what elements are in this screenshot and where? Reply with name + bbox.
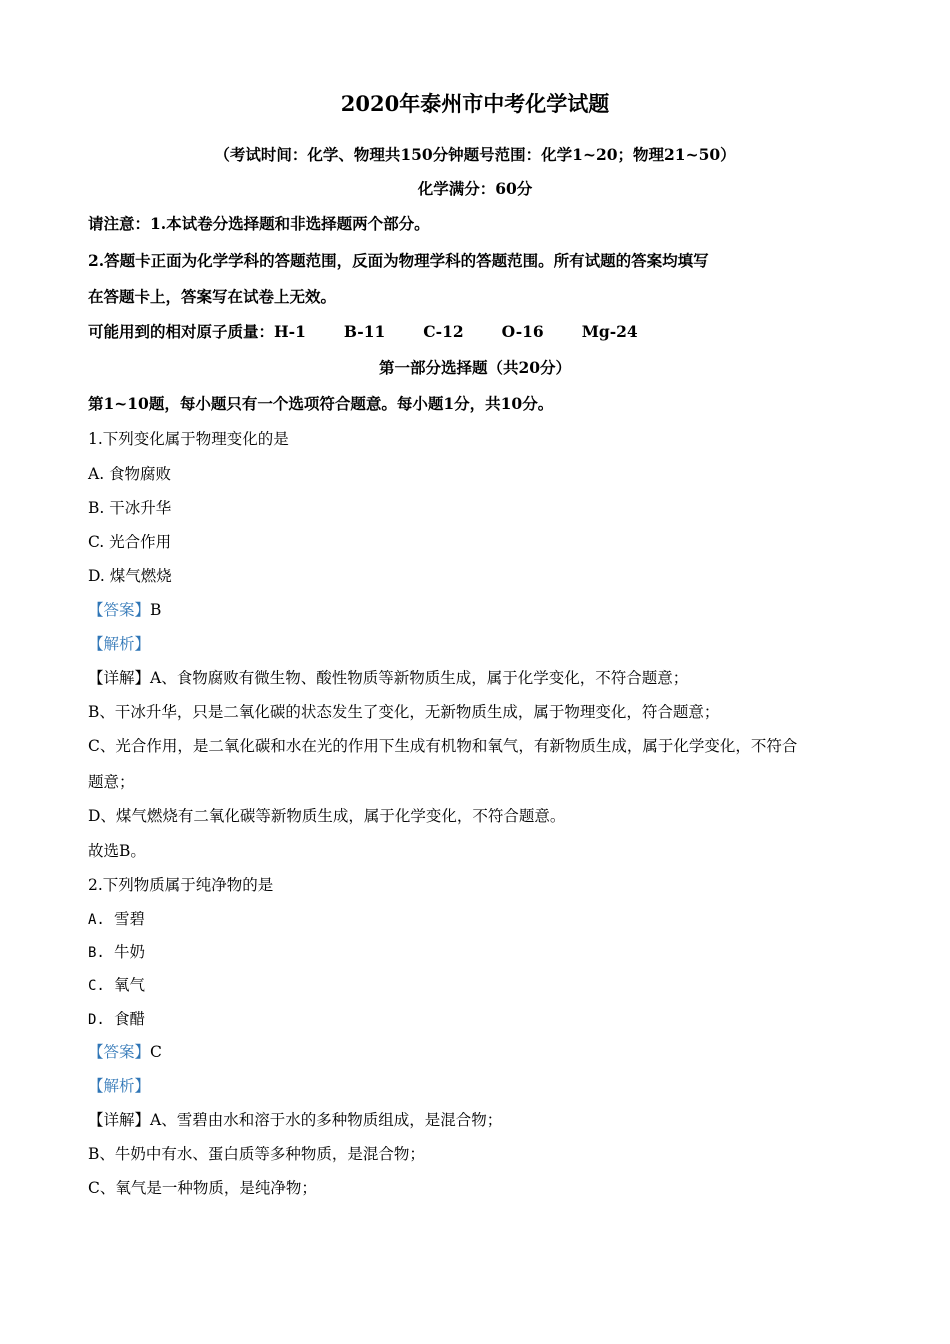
atomic-mass-h: H-1 (274, 322, 306, 341)
answer-value: C (150, 1043, 162, 1061)
option-letter: C. (88, 978, 105, 994)
note-1: 请注意：1.本试卷分选择题和非选择题两个部分。 (88, 214, 430, 233)
question-1-detail-d: D、煤气燃烧有二氧化碳等新物质生成，属于化学变化，不符合题意。 (88, 807, 566, 825)
question-1-detail-c-line-1: C、光合作用，是二氧化碳和水在光的作用下生成有机物和氧气，有新物质生成，属于化学变化，不符合 (88, 737, 798, 755)
option-letter: A. (88, 912, 105, 928)
question-2-option-c (88, 975, 145, 996)
question-2-detail-c: C、氧气是一种物质，是纯净物； (88, 1179, 317, 1197)
atomic-mass-line (88, 322, 676, 342)
detail-text: A、食物腐败有微生物、酸性物质等新物质生成，属于化学变化，不符合题意； (150, 669, 689, 687)
question-2-stem: 2.下列物质属于纯净物的是 (88, 876, 274, 894)
question-2-detail-b: B、牛奶中有水、蛋白质等多种物质，是混合物； (88, 1145, 425, 1163)
option-letter: D. (88, 1012, 105, 1028)
question-2-detail-a (88, 1110, 502, 1130)
question-2-option-d (88, 1009, 145, 1030)
detail-tag: 【详解】 (88, 1111, 151, 1129)
question-1-analysis-tag: 【解析】 (88, 635, 151, 653)
exam-time-info: （考试时间：化学、物理共150分钟题号范围：化学1~20；物理21~50） (214, 145, 736, 164)
section-instruction: 第1~10题，每小题只有一个选项符合题意。每小题1分，共10分。 (88, 394, 554, 413)
full-score-info: 化学满分：60分 (417, 179, 533, 198)
question-1-detail-b: B、干冰升华，只是二氧化碳的状态发生了变化，无新物质生成，属于物理变化，符合题意； (88, 703, 720, 721)
question-1-option-d: D. 煤气燃烧 (88, 567, 172, 585)
option-text: 食醋 (114, 1010, 146, 1028)
note-2-line-2: 在答题卡上，答案写在试卷上无效。 (88, 287, 337, 306)
option-text: 雪碧 (114, 910, 146, 928)
atomic-mass-c: C-12 (423, 322, 464, 341)
document-title: 2020年泰州市中考化学试题 (340, 91, 610, 116)
answer-tag: 【答案】 (88, 1043, 151, 1061)
question-2-option-a (88, 909, 145, 930)
question-1-option-b: B. 干冰升华 (88, 499, 172, 517)
question-2-answer (88, 1042, 162, 1062)
section-title: 第一部分选择题（共20分） (378, 358, 572, 377)
question-1-option-c: C. 光合作用 (88, 533, 172, 551)
option-letter: B. (88, 945, 105, 961)
question-1-answer (88, 600, 161, 620)
question-1-option-a: A. 食物腐败 (88, 465, 172, 483)
question-1-conclusion: 故选B。 (88, 842, 146, 860)
detail-text: A、雪碧由水和溶于水的多种物质组成，是混合物； (150, 1111, 503, 1129)
question-1-detail-a (88, 668, 688, 688)
atomic-mass-b: B-11 (343, 322, 386, 341)
question-2-option-b (88, 942, 145, 963)
question-1-detail-c-line-2: 题意； (88, 773, 135, 791)
question-1-stem: 1.下列变化属于物理变化的是 (88, 430, 289, 448)
atomic-mass-mg: Mg-24 (581, 322, 638, 341)
detail-tag: 【详解】 (88, 669, 151, 687)
atomic-mass-label: 可能用到的相对原子质量： (88, 322, 275, 341)
option-text: 牛奶 (114, 943, 146, 961)
question-2-analysis-tag: 【解析】 (88, 1077, 151, 1095)
atomic-mass-o: O-16 (501, 322, 544, 341)
option-text: 氧气 (114, 976, 146, 994)
note-2-line-1: 2.答题卡正面为化学学科的答题范围，反面为物理学科的答题范围。所有试题的答案均填写 (88, 251, 709, 270)
answer-tag: 【答案】 (88, 601, 151, 619)
answer-value: B (150, 601, 162, 619)
